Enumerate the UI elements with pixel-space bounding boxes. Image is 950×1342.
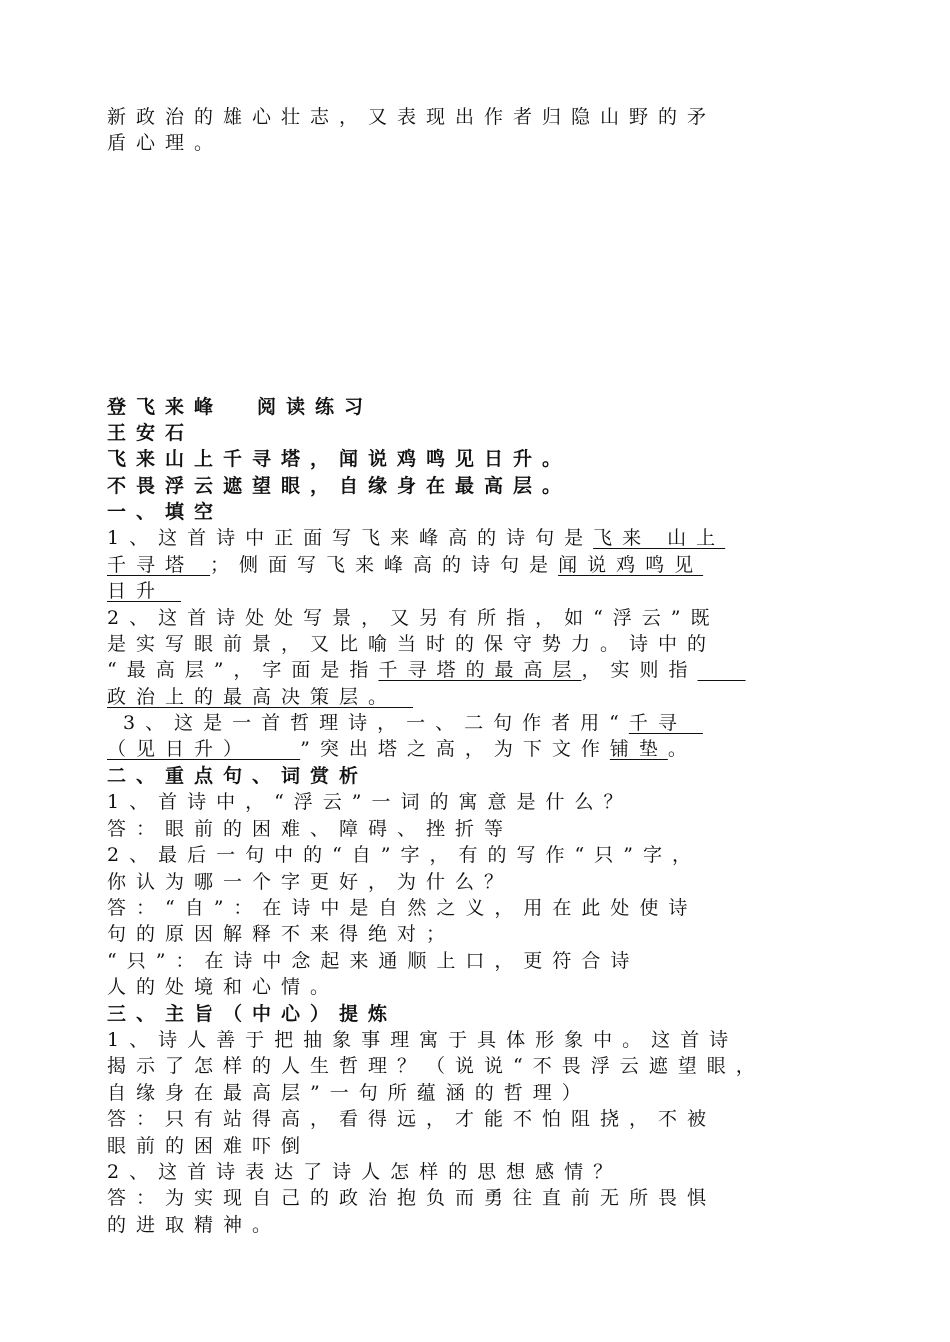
question-text: 1、这首诗中正面写飞来峰高的诗句是	[107, 527, 594, 549]
question-text: ；侧面写飞来峰高的诗句是	[210, 554, 559, 576]
answer-line: 答：“自”：在诗中是自然之义，用在此处使诗	[107, 897, 698, 919]
section-heading: 二、重点句、词赏析	[107, 765, 369, 787]
question-line: 揭示了怎样的人生哲理？（说说“不畏浮云遮望眼，	[107, 1055, 765, 1077]
answer-line: 答：只有站得高，看得远，才能不怕阻挠，不被	[107, 1108, 717, 1130]
title-heading: 登飞来峰	[107, 396, 224, 418]
question-line	[107, 711, 703, 737]
question-line: 自缘身在最高层”一句所蕴涵的哲理）	[107, 1082, 591, 1104]
question-line	[107, 685, 413, 711]
answer-text: 政治上的最高决策层。	[107, 686, 414, 708]
question-text: ”突出塔之高，为下文作	[300, 738, 610, 760]
question-line: 1、首诗中，“浮云”一词的寓意是什么？	[107, 791, 633, 813]
question-line	[107, 579, 181, 605]
question-line	[107, 658, 746, 684]
author: 王安石	[107, 422, 195, 444]
question-line: 1、诗人善于把抽象事理寓于具体形象中。这首诗	[107, 1029, 739, 1051]
answer-line: 眼前的困难吓倒	[107, 1135, 311, 1157]
answer-blank	[697, 659, 745, 681]
answer-line: 句的原因解释不来得绝对；	[107, 923, 456, 945]
answer-text: 千寻塔	[107, 554, 211, 576]
answer-text: 铺垫	[609, 738, 668, 760]
question-line	[107, 737, 697, 763]
question-line: 是实写眼前景，又比喻当时的保守势力。诗中的	[107, 633, 717, 655]
answer-text: 千寻塔的最高层	[378, 659, 582, 681]
answer-text: 千寻	[628, 712, 703, 734]
answer-text: 日升	[107, 580, 182, 602]
question-line: 2、这首诗表达了诗人怎样的思想感情？	[107, 1161, 623, 1183]
answer-text: （见日升）	[107, 738, 301, 760]
answer-text: 飞来 山上	[593, 527, 726, 549]
title-sub: 阅读练习	[257, 396, 374, 418]
answer-line: “只”：在诗中念起来通顺上口，更符合诗	[107, 950, 640, 972]
question-text: 3、这是一首哲理诗，一、二句作者用“	[107, 712, 629, 734]
question-text: ，实则指	[581, 659, 698, 681]
paragraph-line: 盾心理。	[107, 132, 224, 154]
question-text: 。	[667, 738, 697, 760]
paragraph-line: 新政治的雄心壮志，又表现出作者归隐山野的矛	[107, 106, 717, 128]
answer-line: 答：眼前的困难、障碍、挫折等	[107, 818, 514, 840]
answer-text: 闻说鸡鸣见	[558, 554, 704, 576]
question-line	[107, 526, 725, 552]
question-text: “最高层”，字面是指	[107, 659, 379, 681]
question-line: 2、最后一句中的“自”字，有的写作“只”字，	[107, 844, 701, 866]
poem-line: 飞来山上千寻塔，闻说鸡鸣见日升。	[107, 448, 572, 470]
poem-line: 不畏浮云遮望眼，自缘身在最高层。	[107, 475, 572, 497]
answer-line: 人的处境和心情。	[107, 976, 340, 998]
question-line: 你认为哪一个字更好，为什么？	[107, 871, 514, 893]
page-title	[107, 395, 373, 421]
section-heading: 一、填空	[107, 501, 224, 523]
answer-line: 答：为实现自己的政治抱负而勇往直前无所畏惧	[107, 1187, 717, 1209]
question-line	[107, 553, 703, 579]
answer-line: 的进取精神。	[107, 1214, 282, 1236]
question-line: 2、这首诗处处写景，又另有所指，如“浮云”既	[107, 607, 720, 629]
section-heading: 三、主旨（中心）提炼	[107, 1003, 398, 1025]
